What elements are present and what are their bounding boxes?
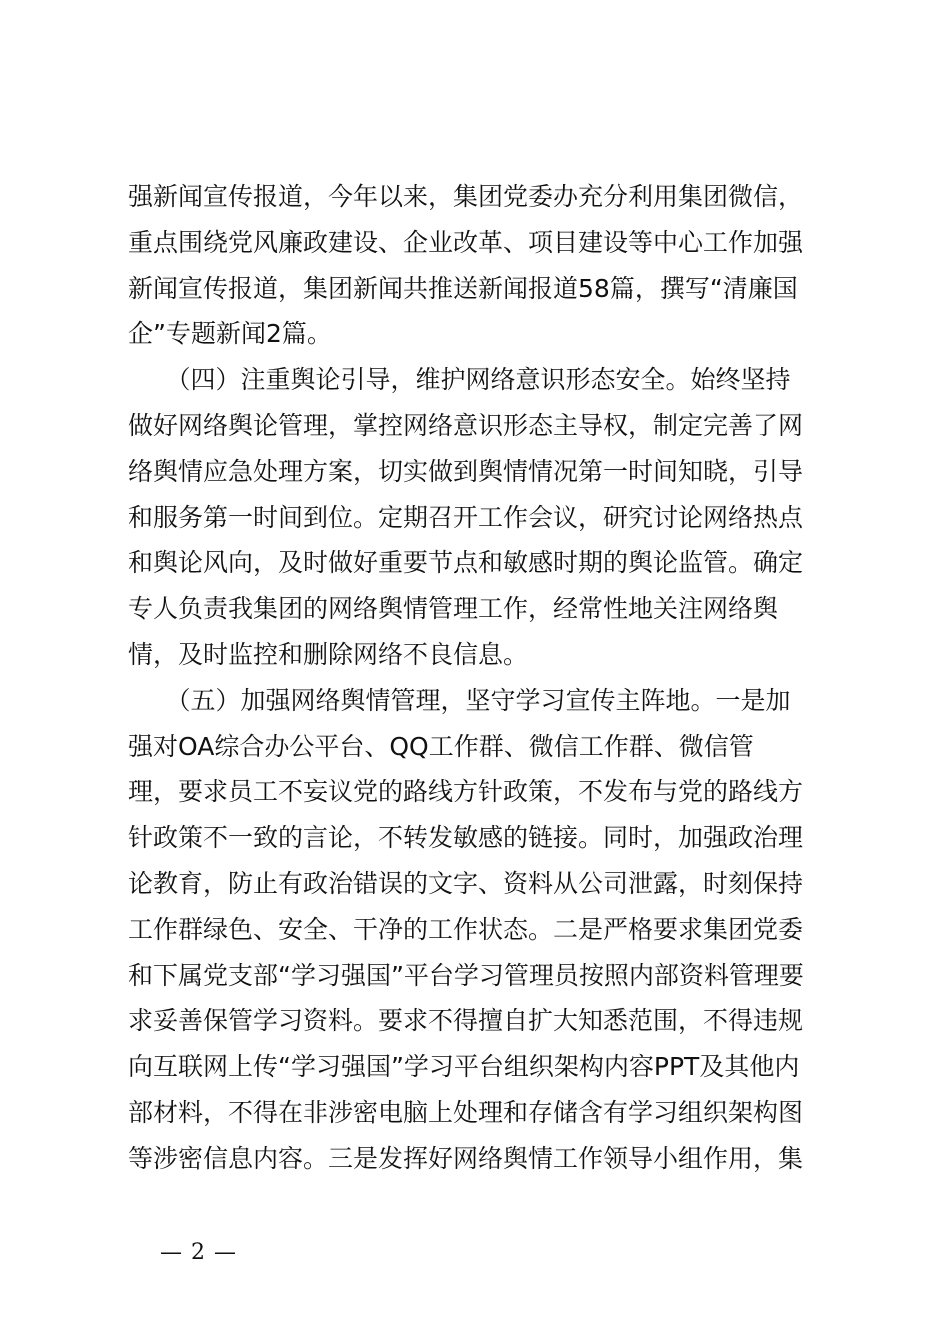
text-line: 部材料，不得在非涉密电脑上处理和存储含有学习组织架构图: [128, 1097, 804, 1127]
text-line: （五）加强网络舆情管理，坚守学习宣传主阵地。一是加: [128, 685, 791, 715]
text-line: 求妥善保管学习资料。要求不得擅自扩大知悉范围，不得违规: [128, 1006, 804, 1036]
page-number: — 2 —: [160, 1240, 237, 1265]
text-line: 针政策不一致的言论，不转发敏感的链接。同时，加强政治理: [128, 823, 804, 853]
text-line: 和服务第一时间到位。定期召开工作会议，研究讨论网络热点: [128, 502, 804, 532]
text-line: 和舆论风向，及时做好重要节点和敏感时期的舆论监管。确定: [128, 548, 804, 578]
text-line: 企”专题新闻2篇。: [128, 319, 332, 349]
text-line: 等涉密信息内容。三是发挥好网络舆情工作领导小组作用，集: [128, 1143, 804, 1173]
text-line: 理，要求员工不妄议党的路线方针政策，不发布与党的路线方: [128, 777, 804, 807]
text-line: 做好网络舆论管理，掌控网络意识形态主导权，制定完善了网: [128, 410, 804, 440]
text-line: 强对OA综合办公平台、QQ工作群、微信工作群、微信管: [128, 731, 754, 761]
text-line: 新闻宣传报道，集团新闻共推送新闻报道58篇，撰写“清廉国: [128, 273, 798, 303]
text-line: 情，及时监控和删除网络不良信息。: [128, 639, 529, 669]
text-line: 重点围绕党风廉政建设、企业改革、项目建设等中心工作加强: [128, 227, 804, 257]
text-line: 向互联网上传“学习强国”学习平台组织架构内容PPT及其他内: [128, 1052, 800, 1082]
text-line: 论教育，防止有政治错误的文字、资料从公司泄露，时刻保持: [128, 868, 804, 898]
text-line: 强新闻宣传报道，今年以来，集团党委办充分利用集团微信，: [128, 182, 804, 211]
text-line: 和下属党支部“学习强国”平台学习管理员按照内部资料管理要: [128, 960, 804, 990]
text-line: （四）注重舆论引导，维护网络意识形态安全。始终坚持: [128, 365, 791, 395]
text-line: 专人负责我集团的网络舆情管理工作，经常性地关注网络舆: [128, 594, 779, 624]
text-line: 工作群绿色、安全、干净的工作状态。二是严格要求集团党委: [128, 914, 804, 944]
text-line: 络舆情应急处理方案，切实做到舆情情况第一时间知晓，引导: [128, 456, 804, 486]
body-text: [128, 174, 828, 1182]
